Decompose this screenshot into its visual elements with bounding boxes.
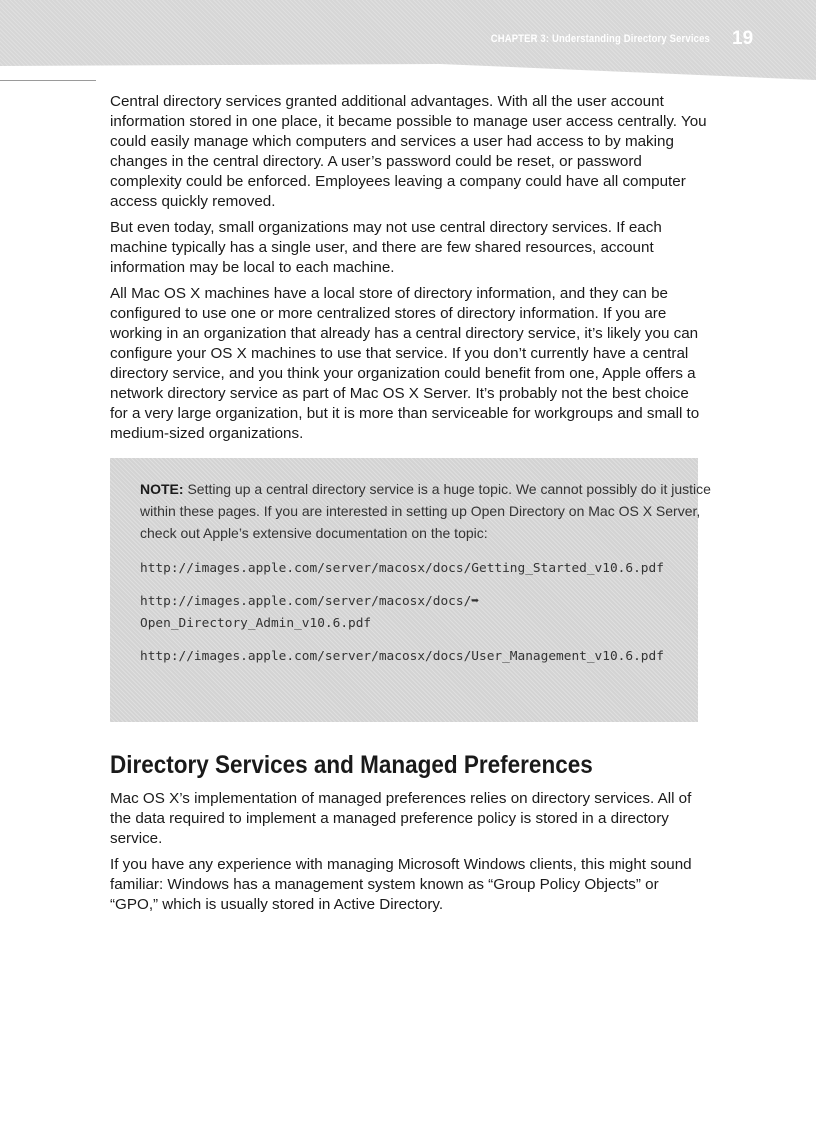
note-line-1: Setting up a central directory service is a huge topic. We cannot possibly do it justice [187,481,711,497]
note-line-3: check out Apple’s extensive documentation on the topic: [140,525,488,541]
doc-link-getting-started[interactable] [140,558,684,580]
page-number: 19 [732,28,754,49]
doc-link-open-directory-admin[interactable] [140,591,684,635]
paragraph: If you have any experience with managing Microsoft Windows clients, this might sound familiar: Windows has a management system known as “Group Policy Objects” or “GPO,” which is usually stored in Active Directory. [110,856,692,913]
chapter-title: CHAPTER 3: Understanding Directory Services [490,33,710,45]
paragraph: All Mac OS X machines have a local store of directory information, and they can be configured to use one or more centralized stores of directory information. If you are working in an organization that already has a central directory service, it’s likely you can configure your OS X machines to use that service. If you don’t currently have a central directory service, and you think your organization could benefit from one, Apple offers a network directory service as part of Mac OS X Server. It’s probably not the best choice for a very large organization, but it is more than serviceable for workgroups and small to medium-sized organizations. [110,285,700,442]
section-heading: Directory Services and Managed Preferences [110,751,593,779]
doc-link-user-management[interactable] [140,646,684,668]
note-box [110,458,711,722]
paragraph: But even today, small organizations may not use central directory services. If each machine typically has a single user, and there are few shared resources, account information may be local to each machine. [110,219,662,276]
doc-link-user-management-text: http://images.apple.com/server/macosx/docs/User_Management_v10.6.pdf [140,649,664,664]
page-body [110,92,710,921]
note-line-2: within these pages. If you are interested in setting up Open Directory on Mac OS X Server, [140,503,701,519]
doc-link-part-2: Open_Directory_Admin_v10.6.pdf [140,616,372,631]
paragraph: Central directory services granted additional advantages. With all the user account information stored in one place, it became possible to manage user access centrally. You could easily manage which computers and services a user had access to by making changes in the central directory. A user’s password could be reset, or password complexity could be enforced. Employees leaving a company could have all computer access quickly removed. [110,93,707,210]
doc-link-getting-started-text: http://images.apple.com/server/macosx/docs/Getting_Started_v10.6.pdf [140,561,664,576]
note-label: NOTE: [140,481,184,497]
note-text [140,478,711,544]
paragraph: Mac OS X’s implementation of managed preferences relies on directory services. All of the data required to implement a managed preference policy is stored in a directory service. [110,790,692,847]
header-rule [0,80,96,81]
doc-link-part-1: http://images.apple.com/server/macosx/docs/➥ [140,594,479,609]
